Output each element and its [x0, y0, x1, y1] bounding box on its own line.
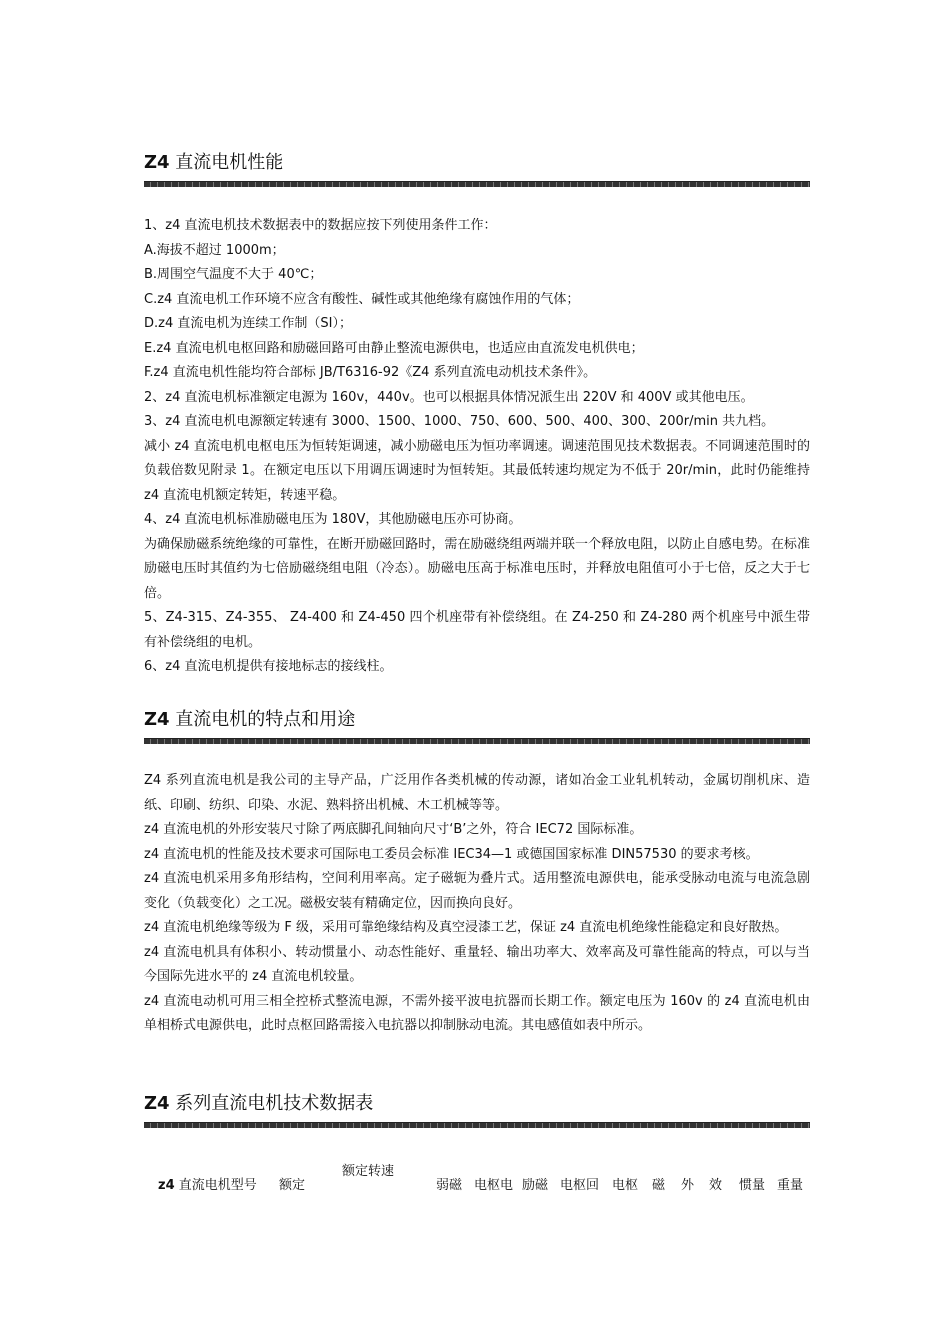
section-performance — [144, 150, 810, 680]
paragraph: 6、z4 直流电机提供有接地标志的接线柱。 — [144, 659, 393, 674]
paragraph: Z4 系列直流电机是我公司的主导产品，广泛用作各类机械的传动源，诸如冶金工业轧机转动，金属切削机床、造纸、印刷、纺织、印染、水泥、熟料挤出机械、木工机械等等。 — [144, 773, 810, 813]
section-features — [144, 707, 810, 1039]
col-header: 电枢 — [612, 1178, 639, 1193]
section-body — [144, 214, 810, 680]
paragraph: 3、z4 直流电机电源额定转速有 3000、1500、1000、750、600、500、400、300、200r/min 共九档。 — [144, 414, 775, 429]
paragraph: B.周围空气温度不大于 40℃； — [144, 267, 323, 282]
section-heading: Z4 系列直流电机技术数据表 — [144, 1093, 374, 1114]
paragraph: 为确保励磁系统绝缘的可靠性，在断开励磁回路时，需在励磁绕组两端并联一个释放电阻，以防止自感电势。在标准励磁电压时其值约为七倍励磁绕组电阻（冷态）。励磁电压高于标准电压时，并释放电阻值可小于七倍，反之大于七倍。 — [144, 536, 810, 601]
col-header: 弱磁 — [436, 1178, 463, 1193]
paragraph: z4 直流电机绝缘等级为 F 级，采用可靠绝缘结构及真空浸漆工艺，保证 z4 直流电机绝缘性能稳定和良好散热。 — [144, 920, 788, 935]
paragraph: 2、z4 直流电机标准额定电源为 160v，440v。也可以根据具体情况派生出 220V 和 400V 或其他电压。 — [144, 389, 754, 405]
col-header: 重量 — [777, 1178, 804, 1193]
paragraph: 1、z4 直流电机技术数据表中的数据应按下列使用条件工作： — [144, 218, 497, 233]
paragraph: A.海拔不超过 1000m； — [144, 242, 285, 258]
paragraph: F.z4 直流电机性能均符合部标 JB/T6316-92《Z4 系列直流电动机技术条件》。 — [144, 365, 597, 380]
paragraph: E.z4 直流电机电枢回路和励磁回路可由静止整流电源供电，也适应由直流发电机供电； — [144, 340, 644, 356]
section-heading: Z4 直流电机的特点和用途 — [144, 709, 356, 730]
col-header: 电枢电 — [474, 1178, 514, 1193]
paragraph: 4、z4 直流电机标准励磁电压为 180V，其他励磁电压亦可协商。 — [144, 512, 522, 527]
heading-rule — [144, 738, 810, 744]
paragraph: z4 直流电机具有体积小、转动惯量小、动态性能好、重量轻、输出功率大、效率高及可靠性能高的特点，可以与当今国际先进水平的 z4 直流电机较量。 — [144, 944, 810, 984]
col-header: 电枢回 — [560, 1178, 600, 1193]
heading-rule — [144, 1122, 810, 1128]
col-header: 励磁 — [522, 1178, 549, 1193]
paragraph: 减小 z4 直流电机电枢电压为恒转矩调速，减小励磁电压为恒功率调速。调速范围见技术数据表。不同调速范围时的负载倍数见附录 1。在额定电压以下用调压调速时为恒转矩。其最低转速均规定为不低于 20r/min，此时仍能维持 z4 直流电机额定转矩，转速平稳。 — [144, 438, 810, 503]
col-header: 效 — [709, 1178, 723, 1193]
col-header-rated-speed: 额定转速 — [342, 1164, 395, 1179]
col-header-rated: 额定 — [279, 1178, 306, 1193]
table-header — [144, 1160, 810, 1200]
col-header: 磁 — [652, 1178, 666, 1193]
paragraph: z4 直流电机采用多角形结构，空间利用率高。定子磁轭为叠片式。适用整流电源供电，能承受脉动电流与电流急剧变化（负载变化）之工况。磁极安装有精确定位，因而换向良好。 — [144, 871, 810, 911]
paragraph: D.z4 直流电机为连续工作制（SI）； — [144, 316, 352, 331]
paragraph: z4 直流电机的外形安装尺寸除了两底脚孔间轴向尺寸‘B’之外，符合 IEC72 国际标准。 — [144, 822, 643, 837]
paragraph: z4 直流电机的性能及技术要求可国际电工委员会标准 IEC34—1 或德国国家标准 DIN57530 的要求考核。 — [144, 846, 759, 862]
paragraph: C.z4 直流电机工作环境不应含有酸性、碱性或其他绝缘有腐蚀作用的气体； — [144, 291, 580, 307]
section-heading: Z4 直流电机性能 — [144, 152, 284, 173]
section-body — [144, 769, 810, 1039]
col-header: 惯量 — [739, 1178, 766, 1193]
paragraph: z4 直流电动机可用三相全控桥式整流电源，不需外接平波电抗器而长期工作。额定电压为 160v 的 z4 直流电机由单相桥式电源供电，此时点枢回路需接入电抗器以抑制脉动电流。其电感值如表中所示。 — [144, 993, 810, 1033]
col-header-model: z4 直流电机型号 — [158, 1178, 257, 1193]
heading-rule — [144, 181, 810, 187]
section-tech-data — [144, 1091, 810, 1128]
paragraph: 5、Z4-315、Z4-355、 Z4-400 和 Z4-450 四个机座带有补偿绕组。在 Z4-250 和 Z4-280 两个机座号中派生带有补偿绕组的电机。 — [144, 610, 810, 650]
col-header: 外 — [681, 1178, 695, 1193]
